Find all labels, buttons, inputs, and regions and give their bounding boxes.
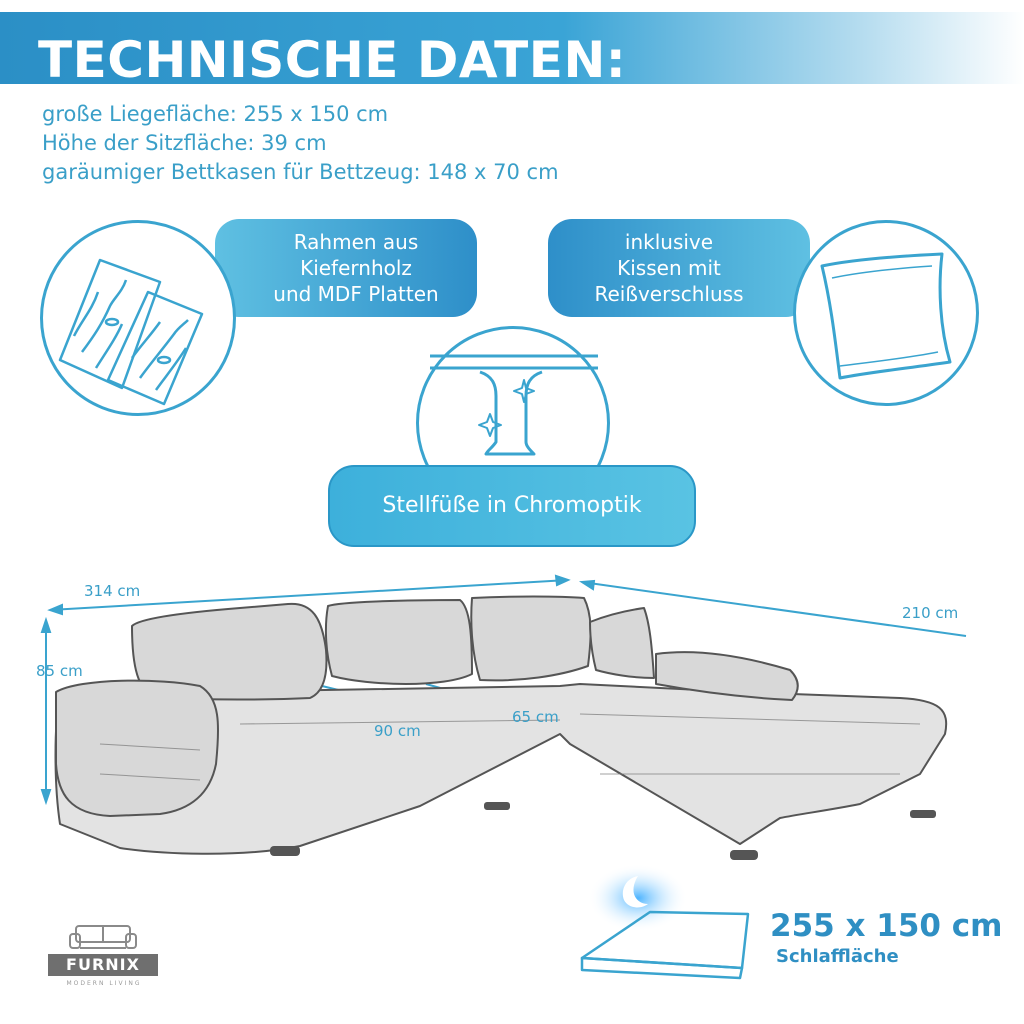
feature-cushions-line-1: inklusive xyxy=(624,230,714,254)
sleeping-area-label: Schlaffläche xyxy=(776,946,899,967)
header-banner xyxy=(0,12,1024,89)
wood-planks-icon xyxy=(52,240,222,410)
sofa-illustration xyxy=(40,574,980,880)
brand-name: FURNIX xyxy=(48,954,158,976)
brand-logo xyxy=(34,922,174,998)
feature-feet-pill xyxy=(328,465,696,547)
feature-frame-line-1: Rahmen aus xyxy=(293,230,419,254)
brand-tagline: MODERN LIVING xyxy=(66,980,142,987)
feature-cushions-pill xyxy=(548,219,810,317)
sofa-logo-icon xyxy=(68,922,138,954)
page-title: TECHNISCHE DATEN: xyxy=(38,31,627,89)
dim-seat-depth-label: 90 cm xyxy=(374,722,421,740)
spec-seat-height: Höhe der Sitzfläche: 39 cm xyxy=(42,131,327,155)
spec-list xyxy=(42,100,559,187)
sleeping-area-size: 255 x 150 cm xyxy=(770,908,1003,944)
chrome-foot-icon xyxy=(426,350,602,470)
feature-frame-line-2: Kiefernholz xyxy=(300,256,412,280)
dim-height-label: 85 cm xyxy=(36,662,83,680)
moon-icon xyxy=(612,872,652,912)
spec-lying-area: große Liegefläche: 255 x 150 cm xyxy=(42,102,389,126)
pillow-icon xyxy=(810,238,960,388)
dim-backrest-label: 65 cm xyxy=(512,708,559,726)
feature-feet-label: Stellfüße in Chromoptik xyxy=(382,493,642,518)
feature-cushions-line-3: Reißverschluss xyxy=(594,282,744,306)
mattress-icon xyxy=(576,864,766,984)
feature-cushions-line-2: Kissen mit xyxy=(617,256,721,280)
feature-frame-pill xyxy=(215,219,477,317)
dim-depth-label: 210 cm xyxy=(902,604,959,622)
feature-frame-line-3: und MDF Platten xyxy=(273,282,439,306)
dim-width-label: 314 cm xyxy=(84,582,141,600)
spec-bed-box: garäumiger Bettkasen für Bettzeug: 148 x 70 cm xyxy=(42,160,559,184)
